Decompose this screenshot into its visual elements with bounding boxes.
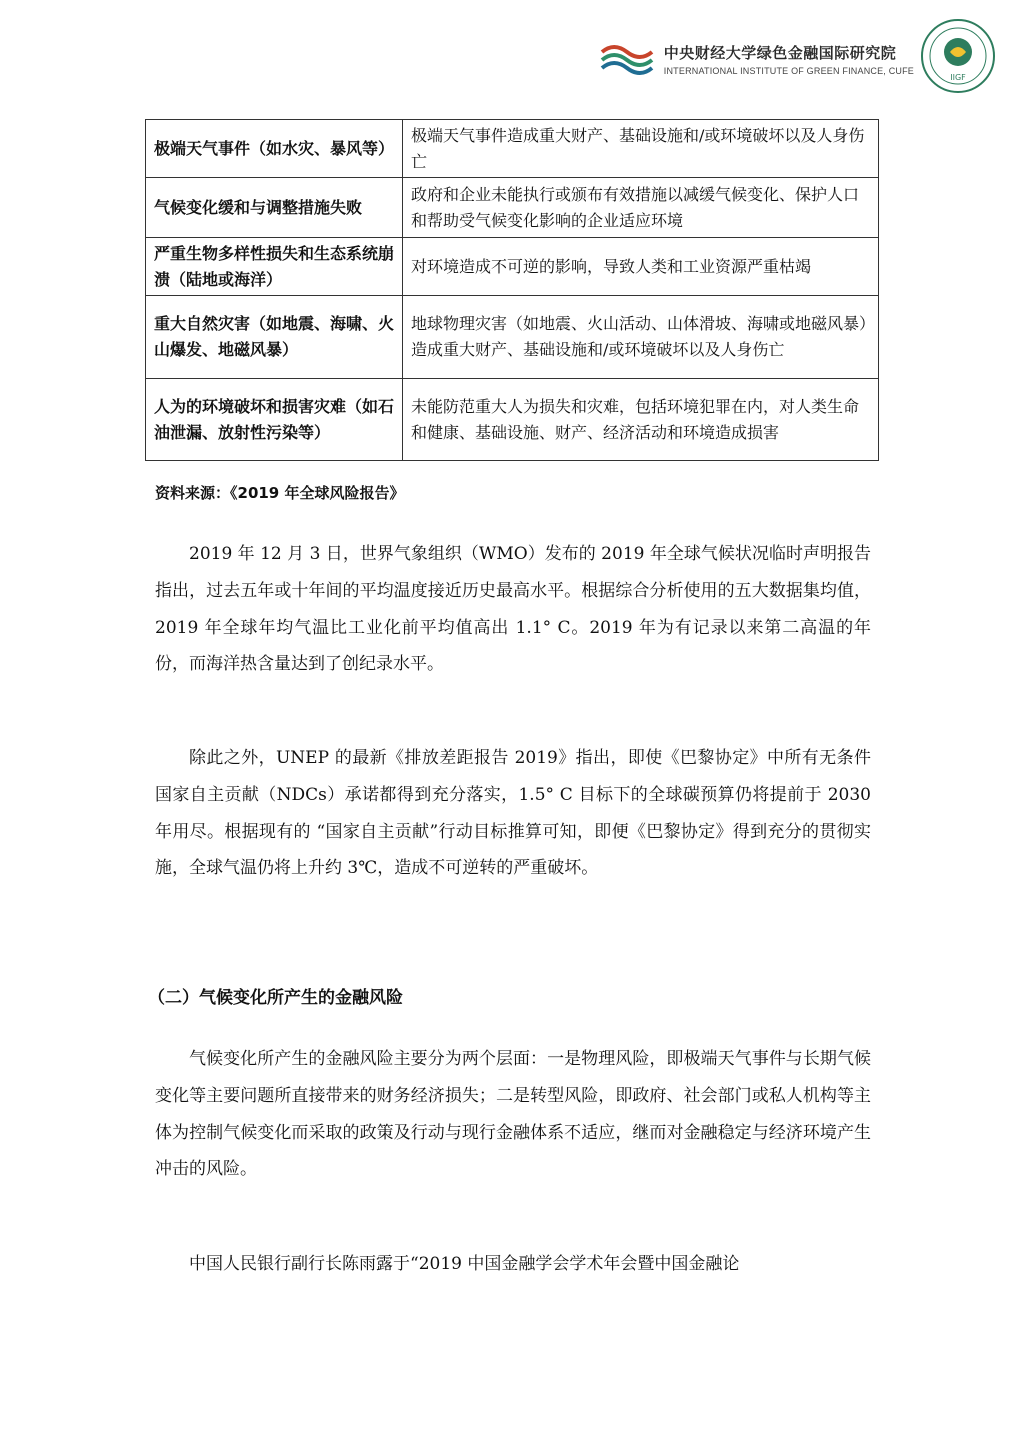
page-header	[600, 42, 914, 76]
paragraph-emissions-gap: 除此之外，UNEP 的最新《排放差距报告 2019》指出，即使《巴黎协定》中所有无条件国家自主贡献（NDCs）承诺都得到充分落实，1.5° C 目标下的全球碳预算仍将提前于 2030 年用尽。根据现有的 “国家自主贡献”行动目标推算可知，即便《巴黎协定》得到充分的贯彻实施，全球气温仍将上升约 3℃，造成不可逆转的严重破坏。	[155, 748, 871, 879]
risk-name: 人为的环境破坏和损害灾难（如石油泄漏、放射性污染等）	[146, 379, 403, 461]
risk-description: 地球物理灾害（如地震、火山活动、山体滑坡、海啸或地磁风暴）造成重大财产、基础设施和/或环境破坏以及人身伤亡	[403, 296, 879, 379]
paragraph-pboc: 中国人民银行副行长陈雨露于“2019 中国金融学会学术年会暨中国金融论	[189, 1254, 740, 1274]
institute-name-cn: 中央财经大学绿色金融国际研究院	[663, 44, 897, 62]
risk-description: 未能防范重大人为损失和灾难，包括环境犯罪在内，对人类生命和健康、基础设施、财产、经济活动和环境造成损害	[403, 379, 879, 461]
section-heading: （二）气候变化所产生的金融风险	[148, 988, 403, 1008]
risk-name: 气候变化缓和与调整措施失败	[146, 178, 403, 238]
table-row	[146, 238, 879, 296]
paragraph-financial-risk: 气候变化所产生的金融风险主要分为两个层面：一是物理风险，即极端天气事件与长期气候变化等主要问题所直接带来的财务经济损失；二是转型风险，即政府、社会部门或私人机构等主体为控制气候变化而采取的政策及行动与现行金融体系不适应，继而对金融稳定与经济环境产生冲击的风险。	[155, 1049, 871, 1180]
risk-name: 极端天气事件（如水灾、暴风等）	[146, 120, 403, 178]
institute-logo-icon	[600, 42, 654, 76]
paragraph-climate-status: 2019 年 12 月 3 日，世界气象组织（WMO）发布的 2019 年全球气候状况临时声明报告指出，过去五年或十年间的平均温度接近历史最高水平。根据综合分析使用的五大数据集均值，2019 年全球年均气温比工业化前平均值高出 1.1° C。2019 年为有记录以来第二高温的年份，而海洋热含量达到了创纪录水平。	[155, 544, 871, 675]
risk-description: 对环境造成不可逆的影响，导致人类和工业资源严重枯竭	[403, 238, 879, 296]
table-row	[146, 296, 879, 379]
table-row	[146, 379, 879, 461]
risk-name: 严重生物多样性损失和生态系统崩溃（陆地或海洋）	[146, 238, 403, 296]
institute-name-en: INTERNATIONAL INSTITUTE OF GREEN FINANCE, CUFE	[663, 66, 914, 76]
risk-description: 极端天气事件造成重大财产、基础设施和/或环境破坏以及人身伤亡	[403, 120, 879, 178]
institute-seal-icon	[920, 18, 996, 94]
institute-name	[664, 42, 914, 76]
seal-text: IIGF	[950, 73, 966, 82]
risk-name: 重大自然灾害（如地震、海啸、火山爆发、地磁风暴）	[146, 296, 403, 379]
table-row	[146, 178, 879, 238]
table-row	[146, 120, 879, 178]
table-source: 资料来源：《2019 年全球风险报告》	[155, 484, 405, 502]
risk-description: 政府和企业未能执行或颁布有效措施以减缓气候变化、保护人口和帮助受气候变化影响的企业适应环境	[403, 178, 879, 238]
risk-table	[145, 119, 879, 461]
